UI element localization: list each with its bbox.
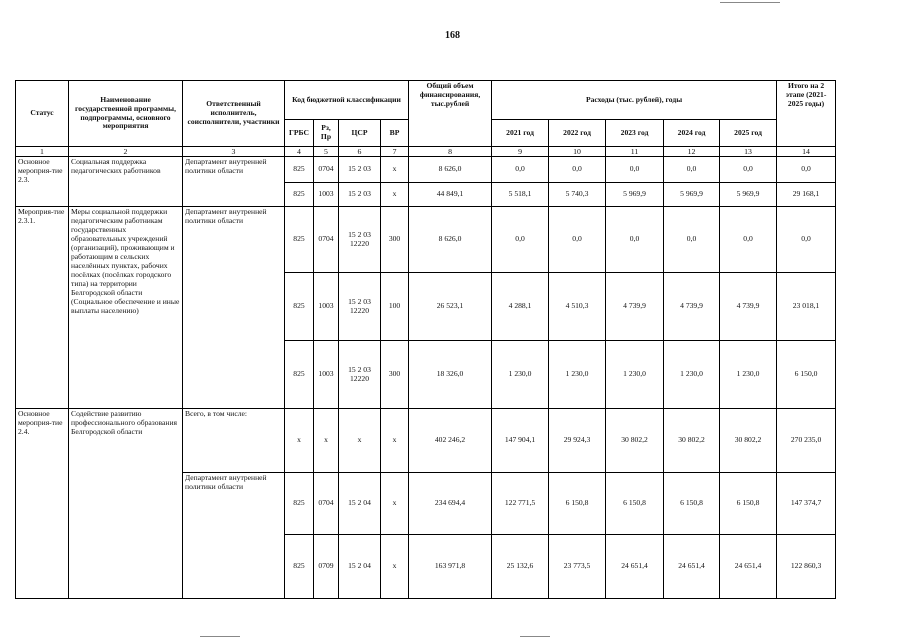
grbs-cell: 825 <box>285 207 314 273</box>
y2025-cell: 30 802,2 <box>720 409 777 473</box>
y2021-cell: 25 132,6 <box>492 535 549 599</box>
grbs-cell: 825 <box>285 341 314 409</box>
executor-cell: Департамент внутренней политики области <box>183 207 285 409</box>
total-cell: 8 626,0 <box>409 207 492 273</box>
y2022-cell: 5 740,3 <box>549 183 606 207</box>
y2022-cell: 1 230,0 <box>549 341 606 409</box>
y2022-cell: 4 510,3 <box>549 273 606 341</box>
y2024-cell: 1 230,0 <box>664 341 720 409</box>
y2022-cell: 0,0 <box>549 157 606 183</box>
grbs-cell: 825 <box>285 157 314 183</box>
name-cell: Меры социальной поддержки педагогическим работникам государственных образовательных учреждений (организаций), проживающим и работающим в сельских населённых пунктах, рабочих посёлках (посёлках городского типа) на территории Белгородской области (Социальное обеспечение и иные выплаты населению) <box>69 207 183 409</box>
name-cell: Социальная поддержка педагогических работников <box>69 157 183 207</box>
col-number: 5 <box>314 147 339 157</box>
y2021-cell: 4 288,1 <box>492 273 549 341</box>
rz-pr-cell: 1003 <box>314 183 339 207</box>
stage-total-cell: 29 168,1 <box>777 183 836 207</box>
total-cell: 234 694,4 <box>409 473 492 535</box>
csr-cell: х <box>339 409 381 473</box>
total-cell: 402 246,2 <box>409 409 492 473</box>
header-rz-pr: Рз, Пр <box>314 120 339 147</box>
csr-cell: 15 2 03 12220 <box>339 207 381 273</box>
y2025-cell: 4 739,9 <box>720 273 777 341</box>
col-number: 3 <box>183 147 285 157</box>
header-budget-code: Код бюджетной классификации <box>285 81 409 120</box>
y2021-cell: 0,0 <box>492 207 549 273</box>
page-number: 168 <box>445 30 460 41</box>
total-cell: 8 626,0 <box>409 157 492 183</box>
col-number: 2 <box>69 147 183 157</box>
y2025-cell: 0,0 <box>720 207 777 273</box>
status-cell: Основное мероприя-тие 2.4. <box>16 409 69 599</box>
y2023-cell: 4 739,9 <box>606 273 664 341</box>
vr-cell: 100 <box>381 273 409 341</box>
stage-total-cell: 23 018,1 <box>777 273 836 341</box>
grbs-cell: 825 <box>285 273 314 341</box>
rz-pr-cell: 1003 <box>314 273 339 341</box>
rz-pr-cell: 0709 <box>314 535 339 599</box>
header-2021: 2021 год <box>492 120 549 147</box>
name-cell: Содействие развитию профессионального образования Белгородской области <box>69 409 183 599</box>
total-cell: 163 971,8 <box>409 535 492 599</box>
csr-cell: 15 2 04 <box>339 535 381 599</box>
table-row <box>16 157 836 183</box>
rz-pr-cell: 1003 <box>314 341 339 409</box>
rz-pr-cell: 0704 <box>314 157 339 183</box>
rz-pr-cell: 0704 <box>314 207 339 273</box>
y2023-cell: 1 230,0 <box>606 341 664 409</box>
y2024-cell: 24 651,4 <box>664 535 720 599</box>
stage-total-cell: 0,0 <box>777 207 836 273</box>
y2025-cell: 1 230,0 <box>720 341 777 409</box>
y2024-cell: 6 150,8 <box>664 473 720 535</box>
grbs-cell: 825 <box>285 473 314 535</box>
header-csr: ЦСР <box>339 120 381 147</box>
col-number: 13 <box>720 147 777 157</box>
vr-cell: х <box>381 157 409 183</box>
y2023-cell: 0,0 <box>606 207 664 273</box>
stage-total-cell: 6 150,0 <box>777 341 836 409</box>
vr-cell: х <box>381 473 409 535</box>
y2021-cell: 0,0 <box>492 157 549 183</box>
header-total: Общий объем финансирования, тыс.рублей <box>409 81 492 147</box>
scan-edge-mark <box>520 636 550 637</box>
column-numbers-row <box>16 147 836 157</box>
csr-cell: 15 2 03 <box>339 183 381 207</box>
col-number: 4 <box>285 147 314 157</box>
executor-cell: Департамент внутренней политики области <box>183 473 285 599</box>
scan-edge-mark <box>720 2 780 3</box>
y2025-cell: 5 969,9 <box>720 183 777 207</box>
y2023-cell: 30 802,2 <box>606 409 664 473</box>
y2021-cell: 1 230,0 <box>492 341 549 409</box>
rz-pr-cell: х <box>314 409 339 473</box>
col-number: 10 <box>549 147 606 157</box>
stage-total-cell: 270 235,0 <box>777 409 836 473</box>
col-number: 7 <box>381 147 409 157</box>
y2024-cell: 0,0 <box>664 157 720 183</box>
header-name: Наименование государственной программы, подпрограммы, основного мероприятия <box>69 81 183 147</box>
y2025-cell: 24 651,4 <box>720 535 777 599</box>
stage-total-cell: 122 860,3 <box>777 535 836 599</box>
col-number: 6 <box>339 147 381 157</box>
header-row-1 <box>16 81 836 120</box>
col-number: 8 <box>409 147 492 157</box>
table-row <box>16 207 836 273</box>
header-grbs: ГРБС <box>285 120 314 147</box>
csr-cell: 15 2 03 <box>339 157 381 183</box>
header-expenses: Расходы (тыс. рублей), годы <box>492 81 777 120</box>
col-number: 11 <box>606 147 664 157</box>
total-cell: 26 523,1 <box>409 273 492 341</box>
total-cell: 18 326,0 <box>409 341 492 409</box>
status-cell: Мероприя-тие 2.3.1. <box>16 207 69 409</box>
y2022-cell: 29 924,3 <box>549 409 606 473</box>
y2023-cell: 5 969,9 <box>606 183 664 207</box>
grbs-cell: х <box>285 409 314 473</box>
col-number: 1 <box>16 147 69 157</box>
header-executor: Ответственный исполнитель, соисполнители, участники <box>183 81 285 147</box>
col-number: 12 <box>664 147 720 157</box>
table-row <box>16 409 836 473</box>
header-status: Статус <box>16 81 69 147</box>
vr-cell: 300 <box>381 207 409 273</box>
header-2024: 2024 год <box>664 120 720 147</box>
vr-cell: 300 <box>381 341 409 409</box>
y2024-cell: 0,0 <box>664 207 720 273</box>
csr-cell: 15 2 04 <box>339 473 381 535</box>
stage-total-cell: 0,0 <box>777 157 836 183</box>
executor-total-cell: Всего, в том числе: <box>183 409 285 473</box>
y2023-cell: 24 651,4 <box>606 535 664 599</box>
y2021-cell: 147 904,1 <box>492 409 549 473</box>
y2022-cell: 0,0 <box>549 207 606 273</box>
header-stage-total: Итого на 2 этапе (2021-2025 годы) <box>777 81 836 147</box>
header-2022: 2022 год <box>549 120 606 147</box>
col-number: 9 <box>492 147 549 157</box>
y2023-cell: 6 150,8 <box>606 473 664 535</box>
y2022-cell: 6 150,8 <box>549 473 606 535</box>
stage-total-cell: 147 374,7 <box>777 473 836 535</box>
y2021-cell: 5 518,1 <box>492 183 549 207</box>
y2024-cell: 30 802,2 <box>664 409 720 473</box>
grbs-cell: 825 <box>285 535 314 599</box>
header-vr: ВР <box>381 120 409 147</box>
total-cell: 44 849,1 <box>409 183 492 207</box>
rz-pr-cell: 0704 <box>314 473 339 535</box>
vr-cell: х <box>381 183 409 207</box>
vr-cell: х <box>381 535 409 599</box>
header-2023: 2023 год <box>606 120 664 147</box>
y2024-cell: 4 739,9 <box>664 273 720 341</box>
y2025-cell: 6 150,8 <box>720 473 777 535</box>
y2025-cell: 0,0 <box>720 157 777 183</box>
y2023-cell: 0,0 <box>606 157 664 183</box>
grbs-cell: 825 <box>285 183 314 207</box>
status-cell: Основное мероприя-тие 2.3. <box>16 157 69 207</box>
col-number: 14 <box>777 147 836 157</box>
vr-cell: х <box>381 409 409 473</box>
y2024-cell: 5 969,9 <box>664 183 720 207</box>
scan-edge-mark <box>200 636 240 637</box>
budget-table <box>15 80 836 599</box>
executor-cell: Департамент внутренней политики области <box>183 157 285 207</box>
y2022-cell: 23 773,5 <box>549 535 606 599</box>
csr-cell: 15 2 03 12220 <box>339 341 381 409</box>
csr-cell: 15 2 03 12220 <box>339 273 381 341</box>
y2021-cell: 122 771,5 <box>492 473 549 535</box>
header-2025: 2025 год <box>720 120 777 147</box>
